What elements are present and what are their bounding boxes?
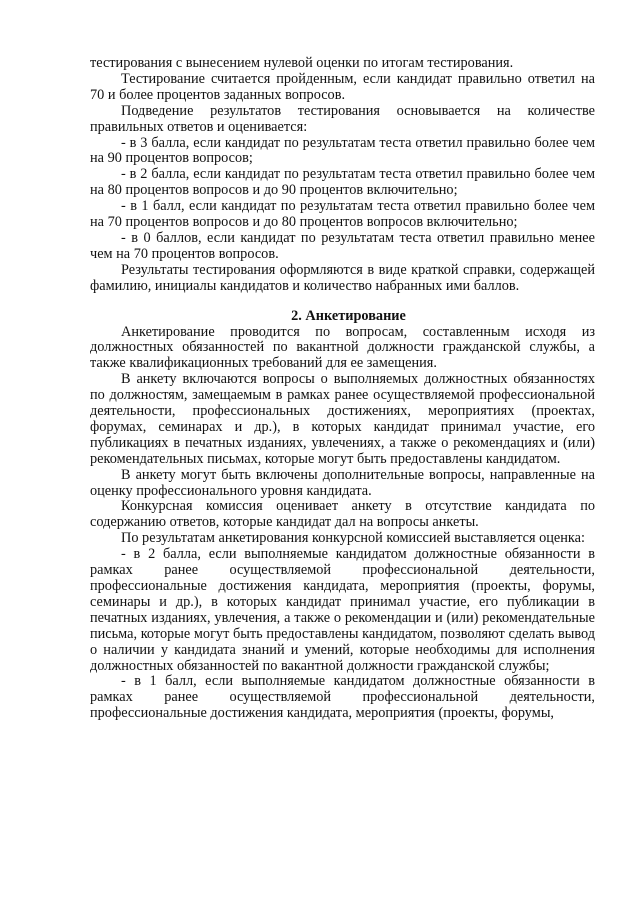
paragraph: Результаты тестирования оформляются в виде краткой справки, содержащей фамилию, инициалы кандидатов и количество набранных ими баллов. <box>90 261 595 294</box>
list-item: - в 2 балла, если выполняемые кандидатом должностные обязанности в рамках ранее осуществляемой профессиональной деятельности, профессиональные достижения кандидата, мероприятия (проекты, форумы, семинары и др.), в которых кандидат принимал участие, его публикации в печатных изданиях, увлечения, а также о рекомендации и (или) рекомендательные письма, которые могут быть предоставлены кандидатом, позволяют сделать вывод о наличии у кандидата знаний и умений, которые необходимы для исполнения должностных обязанностей по вакантной должности гражданской службы; <box>90 546 595 674</box>
list-item: - в 2 балла, если кандидат по результатам теста ответил правильно более чем на 80 процентов вопросов и до 90 процентов включительно; <box>90 166 595 199</box>
list-item: - в 0 баллов, если кандидат по результатам теста ответил правильно менее чем на 70 процентов вопросов. <box>90 229 595 262</box>
document-page <box>90 56 595 722</box>
paragraph: Подведение результатов тестирования основывается на количестве правильных ответов и оценивается: <box>90 102 595 135</box>
list-item: - в 3 балла, если кандидат по результатам теста ответил правильно более чем на 90 процентов вопросов; <box>90 134 595 167</box>
paragraph: Тестирование считается пройденным, если кандидат правильно ответил на 70 и более процентов заданных вопросов. <box>90 70 595 103</box>
section-heading: 2. Анкетирование <box>291 307 406 324</box>
paragraph: Анкетирование проводится по вопросам, составленным исходя из должностных обязанностей по вакантной должности гражданской службы, а также квалификационных требований для ее замещения. <box>90 323 595 372</box>
list-item: - в 1 балл, если кандидат по результатам теста ответил правильно более чем на 70 процентов вопросов и до 80 процентов вопросов включительно; <box>90 198 595 231</box>
paragraph: В анкету включаются вопросы о выполняемых должностных обязанностях по должностям, замещаемым в рамках ранее осуществляемой профессиональной деятельности, профессиональных достижениях, мероприятиях (проектах, форумах, семинарах и др.), в которых кандидат принимал участие, его публикациях в печатных изданиях, увлечениях, а также о рекомендациях и (или) рекомендательных письмах, которые могут быть предоставлены кандидатом. <box>90 371 595 467</box>
paragraph: В анкету могут быть включены дополнительные вопросы, направленные на оценку профессионального уровня кандидата. <box>90 466 595 499</box>
paragraph: По результатам анкетирования конкурсной комиссией выставляется оценка: <box>121 530 585 547</box>
paragraph: Конкурсная комиссия оценивает анкету в отсутствие кандидата по содержанию ответов, которые кандидат дал на вопросы анкеты. <box>90 498 595 531</box>
list-item: - в 1 балл, если выполняемые кандидатом должностные обязанности в рамках ранее осуществляемой профессиональной деятельности, профессиональные достижения кандидата, мероприятия (проекты, форумы, <box>90 673 595 722</box>
paragraph: тестирования с вынесением нулевой оценки по итогам тестирования. <box>90 55 514 71</box>
